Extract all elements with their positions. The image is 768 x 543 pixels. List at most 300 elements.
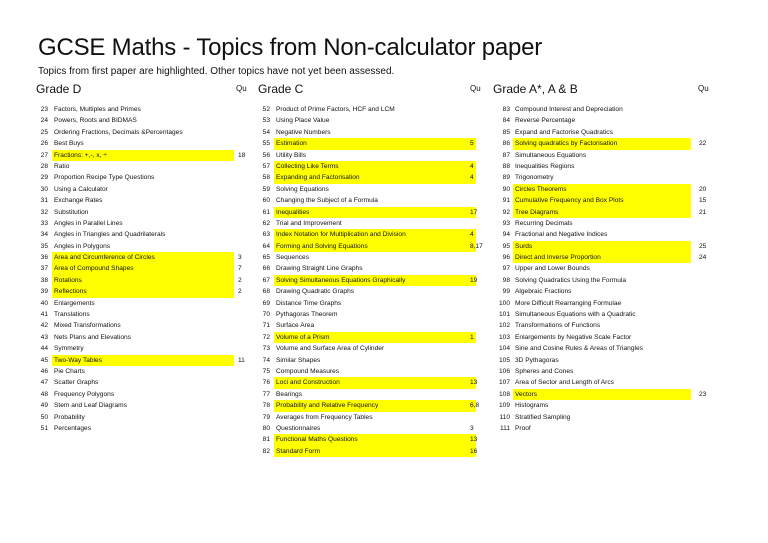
topic-number: 46 bbox=[40, 367, 48, 375]
topic-number: 88 bbox=[502, 162, 510, 170]
topic-row bbox=[493, 423, 715, 434]
topic-name: Fractional and Negative Indices bbox=[515, 231, 608, 239]
topic-number: 76 bbox=[262, 379, 270, 387]
topic-name: Simultaneous Equations with a Quadratic bbox=[515, 311, 636, 319]
topic-number: 91 bbox=[502, 197, 510, 205]
highlighted-topic-name: Fractions: +,-, x, ÷ bbox=[52, 150, 234, 161]
topic-number: 82 bbox=[262, 447, 270, 455]
topic-row bbox=[36, 389, 248, 400]
highlighted-topic-name: Circles Theorems bbox=[513, 184, 691, 195]
topic-number: 77 bbox=[262, 390, 270, 398]
topic-name: Sine and Cosine Rules & Areas of Triangles bbox=[515, 345, 643, 353]
topic-number: 97 bbox=[502, 265, 510, 273]
topic-name: Histograms bbox=[515, 402, 549, 410]
topic-number: 29 bbox=[40, 174, 48, 182]
topic-name: Trial and Improvement bbox=[276, 219, 342, 227]
highlighted-topic-name: Probability and Relative Frequency bbox=[274, 400, 476, 411]
highlighted-topic-name: Estimation bbox=[274, 138, 476, 149]
qu-heading: Qu bbox=[470, 84, 481, 93]
question-number: 19 bbox=[470, 276, 478, 284]
highlighted-topic-name: Direct and Inverse Proportion bbox=[513, 252, 691, 263]
topic-number: 35 bbox=[40, 242, 48, 250]
topic-number: 99 bbox=[502, 288, 510, 296]
topic-row bbox=[493, 229, 715, 240]
topic-name: Averages from Frequency Tables bbox=[276, 413, 373, 421]
topic-row bbox=[36, 207, 248, 218]
topic-row bbox=[493, 218, 715, 229]
topic-number: 85 bbox=[502, 128, 510, 136]
topic-name: Spheres and Cones bbox=[515, 367, 574, 375]
topic-name: Solving Quadratics Using the Formula bbox=[515, 276, 627, 284]
topic-name: More Difficult Rearranging Formulae bbox=[515, 299, 622, 307]
topic-row bbox=[493, 150, 715, 161]
topic-row bbox=[36, 332, 248, 343]
topic-row bbox=[36, 115, 248, 126]
highlighted-topic-name: Vectors bbox=[513, 389, 691, 400]
topic-name: Solving Equations bbox=[276, 185, 329, 193]
topic-row bbox=[493, 309, 715, 320]
topic-row bbox=[258, 263, 490, 274]
topic-number: 28 bbox=[40, 162, 48, 170]
topic-row bbox=[493, 161, 715, 172]
highlighted-topic-name: Cumulative Frequency and Box Plots bbox=[513, 195, 691, 206]
topic-name: Scatter Graphs bbox=[54, 379, 99, 387]
topic-number: 64 bbox=[262, 242, 270, 250]
topic-row bbox=[258, 218, 490, 229]
highlighted-topic-name: Collecting Like Terms bbox=[274, 161, 476, 172]
topic-row bbox=[258, 115, 490, 126]
topic-name: Powers, Roots and BIDMAS bbox=[54, 117, 137, 125]
topic-number: 23 bbox=[40, 106, 48, 113]
topic-number: 89 bbox=[502, 174, 510, 182]
topic-row bbox=[36, 275, 248, 286]
topic-name: Surface Area bbox=[276, 322, 315, 330]
page-title: GCSE Maths - Topics from Non-calculator paper bbox=[38, 34, 543, 61]
topic-row bbox=[258, 446, 490, 457]
topic-number: 43 bbox=[40, 333, 48, 341]
question-number: 24 bbox=[699, 254, 707, 262]
topic-number: 81 bbox=[262, 436, 270, 444]
topic-row bbox=[36, 343, 248, 354]
topic-row bbox=[258, 412, 490, 423]
topic-number: 74 bbox=[262, 356, 270, 364]
topic-row bbox=[36, 172, 248, 183]
topic-number: 67 bbox=[262, 276, 270, 284]
qu-heading: Qu bbox=[698, 84, 709, 93]
topic-number: 104 bbox=[498, 345, 510, 353]
topic-number: 80 bbox=[262, 424, 270, 432]
topic-row bbox=[493, 332, 715, 343]
topic-row bbox=[258, 286, 490, 297]
topic-row bbox=[258, 320, 490, 331]
topic-row bbox=[258, 355, 490, 366]
topic-number: 53 bbox=[262, 117, 270, 125]
topic-name: Distance Time Graphs bbox=[276, 299, 342, 307]
topic-name: Pythagoras Theorem bbox=[276, 311, 338, 319]
topic-name: Proportion Recipe Type Questions bbox=[54, 174, 155, 182]
topic-row bbox=[258, 298, 490, 309]
topic-row bbox=[493, 377, 715, 388]
question-number: 5 bbox=[470, 140, 474, 148]
topic-row bbox=[493, 355, 715, 366]
topic-number: 39 bbox=[40, 288, 48, 296]
topic-name: Sequences bbox=[276, 254, 309, 262]
topic-row bbox=[493, 195, 715, 206]
question-number: 20 bbox=[699, 185, 707, 193]
highlighted-topic-name: Standard Form bbox=[274, 446, 476, 457]
topic-row bbox=[258, 150, 490, 161]
topic-number: 56 bbox=[262, 151, 270, 159]
topic-number: 42 bbox=[40, 322, 48, 330]
question-number: 3 bbox=[238, 254, 242, 262]
topic-list bbox=[258, 104, 490, 457]
topic-row bbox=[258, 172, 490, 183]
topic-number: 75 bbox=[262, 367, 270, 375]
highlighted-topic-name: Two-Way Tables bbox=[52, 355, 234, 366]
topic-name: Angles in Parallel Lines bbox=[54, 219, 123, 227]
topic-number: 69 bbox=[262, 299, 270, 307]
topic-name: Inequalities Regions bbox=[515, 162, 575, 170]
topic-list bbox=[493, 104, 715, 434]
topic-row bbox=[36, 229, 248, 240]
topic-name: Drawing Straight Line Graphs bbox=[276, 265, 363, 273]
topic-name: Simultaneous Equations bbox=[515, 151, 587, 159]
topic-name: Compound Interest and Depreciation bbox=[515, 106, 623, 113]
grade-heading: Grade C bbox=[258, 82, 304, 96]
topic-number: 84 bbox=[502, 117, 510, 125]
highlighted-topic-name: Expanding and Factorisation bbox=[274, 172, 476, 183]
topic-row bbox=[493, 104, 715, 115]
topic-row bbox=[493, 412, 715, 423]
question-number: 15 bbox=[699, 197, 707, 205]
highlighted-topic-name: Volume of a Prism bbox=[274, 332, 476, 343]
grade-heading: Grade D bbox=[36, 82, 82, 96]
highlighted-topic-name: Reflections bbox=[52, 286, 234, 297]
topic-row bbox=[493, 127, 715, 138]
grade-c-column bbox=[258, 82, 490, 457]
topic-number: 63 bbox=[262, 231, 270, 239]
topic-row bbox=[258, 423, 490, 434]
topic-name: Negative Numbers bbox=[276, 128, 331, 136]
topic-name: Algebraic Fractions bbox=[515, 288, 572, 296]
topic-name: Symmetry bbox=[54, 345, 84, 353]
topic-number: 24 bbox=[40, 117, 48, 125]
highlighted-topic-name: Rotations bbox=[52, 275, 234, 286]
question-number: 16 bbox=[470, 447, 478, 455]
topic-name: Best Buys bbox=[54, 140, 84, 148]
topic-name: Probability bbox=[54, 413, 85, 421]
topic-row bbox=[493, 263, 715, 274]
highlighted-topic-name: Surds bbox=[513, 241, 691, 252]
topic-name: Frequency Polygons bbox=[54, 390, 115, 398]
topic-number: 103 bbox=[498, 333, 510, 341]
topic-name: Mixed Transformations bbox=[54, 322, 121, 330]
topic-name: Pie Charts bbox=[54, 367, 85, 375]
topic-list bbox=[36, 104, 248, 434]
topic-row bbox=[36, 298, 248, 309]
topic-row bbox=[493, 320, 715, 331]
topic-number: 25 bbox=[40, 128, 48, 136]
topic-row bbox=[36, 412, 248, 423]
topic-number: 111 bbox=[499, 424, 510, 432]
topic-row bbox=[493, 275, 715, 286]
topic-name: Area of Sector and Length of Arcs bbox=[515, 379, 614, 387]
highlighted-topic-name: Inequalities bbox=[274, 207, 476, 218]
question-number: 1 bbox=[470, 333, 474, 341]
topic-row bbox=[493, 138, 715, 149]
topic-number: 38 bbox=[40, 276, 48, 284]
question-number: 6,8 bbox=[470, 402, 480, 410]
question-number: 4 bbox=[470, 231, 474, 239]
topic-name: Changing the Subject of a Formula bbox=[276, 197, 378, 205]
question-number: 7 bbox=[238, 265, 242, 273]
topic-number: 105 bbox=[498, 356, 510, 364]
topic-name: Nets Plans and Elevations bbox=[54, 333, 131, 341]
topic-number: 79 bbox=[262, 413, 270, 421]
topic-name: Upper and Lower Bounds bbox=[515, 265, 590, 273]
topic-row bbox=[258, 332, 490, 343]
topic-name: Enlargements by Negative Scale Factor bbox=[515, 333, 632, 341]
topic-row bbox=[36, 195, 248, 206]
question-number: 4 bbox=[470, 174, 474, 182]
topic-number: 34 bbox=[40, 231, 48, 239]
topic-number: 31 bbox=[40, 197, 48, 205]
topic-row bbox=[493, 207, 715, 218]
topic-row bbox=[36, 286, 248, 297]
topic-name: Percentages bbox=[54, 424, 92, 432]
question-number: 21 bbox=[699, 208, 707, 216]
topic-row bbox=[258, 241, 490, 252]
topic-name: Enlargements bbox=[54, 299, 95, 307]
topic-name: Volume and Surface Area of Cylinder bbox=[276, 345, 385, 353]
topic-number: 57 bbox=[262, 162, 270, 170]
topic-row bbox=[493, 343, 715, 354]
topic-name: Product of Prime Factors, HCF and LCM bbox=[276, 106, 395, 113]
topic-name: Ratio bbox=[54, 162, 70, 170]
topic-number: 90 bbox=[502, 185, 510, 193]
topic-row bbox=[36, 104, 248, 115]
grade-a-b-column bbox=[493, 82, 715, 434]
topic-number: 106 bbox=[498, 367, 510, 375]
topic-number: 73 bbox=[262, 345, 270, 353]
topic-number: 94 bbox=[502, 231, 510, 239]
topic-row bbox=[258, 400, 490, 411]
topic-name: Translations bbox=[54, 311, 90, 319]
topic-number: 30 bbox=[40, 185, 48, 193]
topic-name: Similar Shapes bbox=[276, 356, 321, 364]
topic-number: 62 bbox=[262, 219, 270, 227]
highlighted-topic-name: Index Notation for Multiplication and Division bbox=[274, 229, 476, 240]
topic-row bbox=[258, 184, 490, 195]
topic-number: 95 bbox=[502, 242, 510, 250]
topic-number: 98 bbox=[502, 276, 510, 284]
topic-name: Transformations of Functions bbox=[515, 322, 601, 330]
topic-row bbox=[258, 252, 490, 263]
topic-number: 36 bbox=[40, 254, 48, 262]
topic-number: 27 bbox=[40, 151, 48, 159]
topic-row bbox=[36, 366, 248, 377]
topic-number: 93 bbox=[502, 219, 510, 227]
topic-name: Angles in Triangles and Quadrilaterals bbox=[54, 231, 166, 239]
highlighted-topic-name: Solving Simultaneous Equations Graphically bbox=[274, 275, 476, 286]
topic-name: Stratified Sampling bbox=[515, 413, 571, 421]
topic-row bbox=[258, 377, 490, 388]
topic-row bbox=[258, 229, 490, 240]
question-number: 8,17 bbox=[470, 242, 483, 250]
highlighted-topic-name: Loci and Construction bbox=[274, 377, 476, 388]
topic-row bbox=[36, 127, 248, 138]
topic-name: Stem and Leaf Diagrams bbox=[54, 402, 127, 410]
topic-row bbox=[36, 423, 248, 434]
topic-number: 32 bbox=[40, 208, 48, 216]
topic-name: Trigonometry bbox=[515, 174, 554, 182]
topic-number: 58 bbox=[262, 174, 270, 182]
topic-number: 45 bbox=[40, 356, 48, 364]
topic-number: 92 bbox=[502, 208, 510, 216]
topic-number: 44 bbox=[40, 345, 48, 353]
question-number: 2 bbox=[238, 276, 242, 284]
topic-number: 102 bbox=[498, 322, 510, 330]
topic-number: 50 bbox=[40, 413, 48, 421]
topic-row bbox=[36, 138, 248, 149]
topic-name: Bearings bbox=[276, 390, 303, 398]
topic-number: 100 bbox=[498, 299, 510, 307]
topic-row bbox=[493, 252, 715, 263]
topic-row bbox=[493, 400, 715, 411]
topic-row bbox=[493, 298, 715, 309]
topic-name: Factors, Multiples and Primes bbox=[54, 106, 141, 113]
highlighted-topic-name: Tree Diagrams bbox=[513, 207, 691, 218]
page-subtitle: Topics from first paper are highlighted. Other topics have not yet been assessed. bbox=[38, 66, 395, 77]
topic-number: 41 bbox=[40, 311, 48, 319]
topic-number: 101 bbox=[498, 311, 510, 319]
question-number: 11 bbox=[238, 356, 245, 364]
topic-number: 47 bbox=[40, 379, 48, 387]
topic-number: 54 bbox=[262, 128, 270, 136]
topic-name: Exchange Rates bbox=[54, 197, 103, 205]
topic-row bbox=[36, 320, 248, 331]
topic-number: 109 bbox=[498, 402, 510, 410]
topic-name: Using Place Value bbox=[276, 117, 330, 125]
topic-name: Proof bbox=[515, 424, 531, 432]
topic-row bbox=[493, 172, 715, 183]
topic-number: 48 bbox=[40, 390, 48, 398]
topic-number: 66 bbox=[262, 265, 270, 273]
qu-heading: Qu bbox=[236, 84, 247, 93]
topic-row bbox=[36, 150, 248, 161]
topic-name: Reverse Percentage bbox=[515, 117, 576, 125]
question-number: 3 bbox=[470, 424, 474, 432]
question-number: 17 bbox=[470, 208, 478, 216]
topic-row bbox=[36, 377, 248, 388]
topic-row bbox=[258, 127, 490, 138]
topic-number: 96 bbox=[502, 254, 510, 262]
topic-row bbox=[36, 161, 248, 172]
topic-row bbox=[258, 195, 490, 206]
topic-row bbox=[493, 115, 715, 126]
topic-name: Questionnaires bbox=[276, 424, 321, 432]
question-number: 13 bbox=[470, 436, 478, 444]
topic-name: Ordering Fractions, Decimals &Percentages bbox=[54, 128, 183, 136]
topic-number: 86 bbox=[502, 140, 510, 148]
topic-number: 37 bbox=[40, 265, 48, 273]
topic-row bbox=[258, 275, 490, 286]
topic-row bbox=[36, 263, 248, 274]
topic-name: Drawing Quadratic Graphs bbox=[276, 288, 355, 296]
topic-row bbox=[493, 184, 715, 195]
topic-row bbox=[258, 309, 490, 320]
topic-number: 59 bbox=[262, 185, 270, 193]
topic-name: Compound Measures bbox=[276, 367, 340, 375]
question-number: 23 bbox=[699, 390, 707, 398]
topic-row bbox=[258, 104, 490, 115]
topic-row bbox=[36, 309, 248, 320]
topic-number: 55 bbox=[262, 140, 270, 148]
topic-number: 108 bbox=[498, 390, 510, 398]
topic-name: Expand and Factorise Quadratics bbox=[515, 128, 613, 136]
question-number: 18 bbox=[238, 151, 246, 159]
question-number: 2 bbox=[238, 288, 242, 296]
topic-number: 40 bbox=[40, 299, 48, 307]
topic-row bbox=[36, 355, 248, 366]
topic-number: 60 bbox=[262, 197, 270, 205]
highlighted-topic-name: Area and Circumference of Circles bbox=[52, 252, 234, 263]
topic-row bbox=[36, 252, 248, 263]
topic-number: 68 bbox=[262, 288, 270, 296]
topic-row bbox=[36, 218, 248, 229]
topic-row bbox=[493, 389, 715, 400]
topic-number: 33 bbox=[40, 219, 48, 227]
question-number: 4 bbox=[470, 162, 474, 170]
topic-name: Substitution bbox=[54, 208, 89, 216]
topic-number: 51 bbox=[40, 424, 48, 432]
topic-row bbox=[36, 184, 248, 195]
topic-row bbox=[36, 400, 248, 411]
grade-heading: Grade A*, A & B bbox=[493, 82, 578, 96]
topic-number: 110 bbox=[499, 413, 510, 421]
topic-row bbox=[258, 366, 490, 377]
topic-name: Using a Calculator bbox=[54, 185, 108, 193]
topic-row bbox=[258, 343, 490, 354]
topic-row bbox=[258, 207, 490, 218]
topic-name: Utility Bills bbox=[276, 151, 307, 159]
topic-number: 72 bbox=[262, 333, 270, 341]
topic-row bbox=[258, 389, 490, 400]
highlighted-topic-name: Area of Compound Shapes bbox=[52, 263, 234, 274]
highlighted-topic-name: Forming and Solving Equations bbox=[274, 241, 476, 252]
question-number: 13 bbox=[470, 379, 478, 387]
grade-d-column bbox=[36, 82, 248, 434]
topic-row bbox=[258, 161, 490, 172]
topic-number: 87 bbox=[502, 151, 510, 159]
highlighted-topic-name: Solving quadratics by Factorisation bbox=[513, 138, 691, 149]
topic-name: 3D Pythagoras bbox=[515, 356, 559, 364]
topic-row bbox=[493, 241, 715, 252]
topic-number: 71 bbox=[262, 322, 270, 330]
topic-number: 61 bbox=[262, 208, 270, 216]
question-number: 22 bbox=[699, 140, 707, 148]
topic-row bbox=[493, 366, 715, 377]
topic-number: 83 bbox=[502, 106, 510, 113]
topic-number: 70 bbox=[262, 311, 270, 319]
topic-row bbox=[258, 138, 490, 149]
highlighted-topic-name: Functional Maths Questions bbox=[274, 434, 476, 445]
topic-number: 107 bbox=[498, 379, 510, 387]
topic-number: 65 bbox=[262, 254, 270, 262]
topic-row bbox=[36, 241, 248, 252]
question-number: 25 bbox=[699, 242, 707, 250]
topic-number: 26 bbox=[40, 140, 48, 148]
